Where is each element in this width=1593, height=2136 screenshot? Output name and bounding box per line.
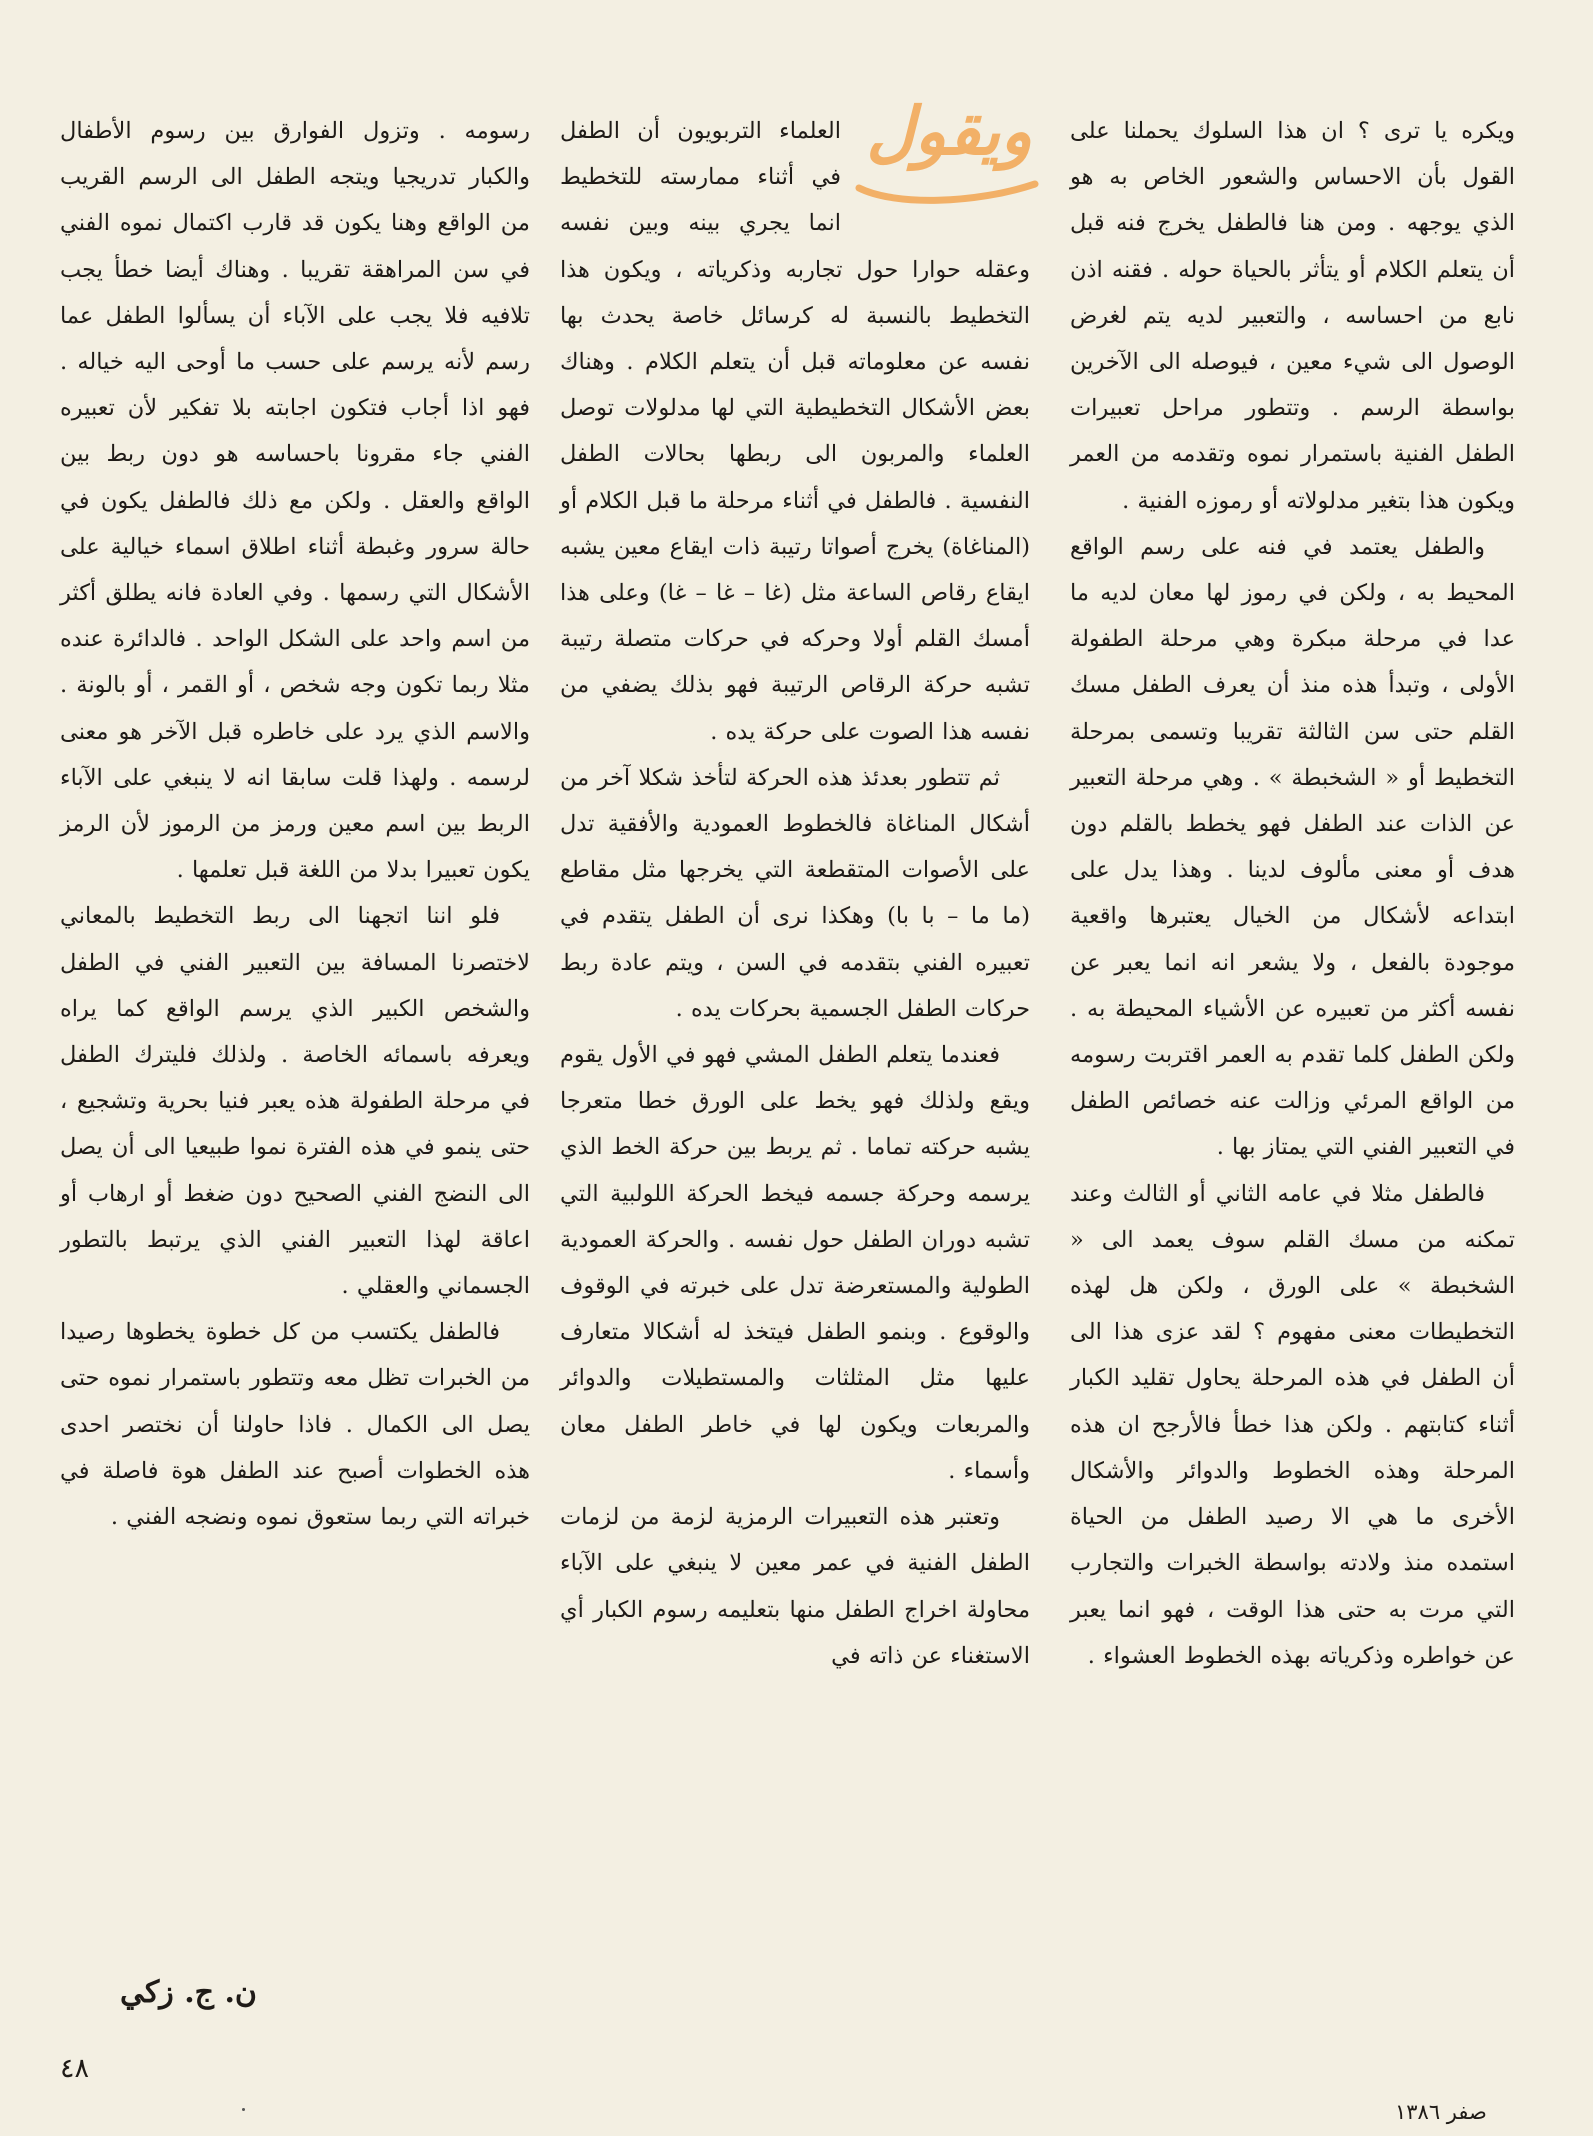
- paragraph: والطفل يعتمد في فنه على رسم الواقع المحيط به ، ولكن في رموز لها معان لديه ما عدا في مرحلة مبكرة وهي مرحلة الطفولة الأولى ، وتبدأ هذه منذ أن يعرف الطفل مسك القلم حتى سن الثالثة تقريبا وتسمى بمرحلة التخطيط أو « الشخبطة » . وهي مرحلة التعبير عن الذات عند الطفل فهو يخطط بالقلم دون هدف أو معنى مألوف لدينا . وهذا يدل على ابتداعه لأشكال من الخيال يعتبرها واقعية موجودة بالفعل ، ولا يشعر انه انما يعبر عن نفسه أكثر من تعبيره عن الأشياء المحيطة به . ولكن الطفل كلما تقدم به العمر اقتربت رسومه من الواقع المرئي وزالت عنه خصائص الطفل في التعبير الفني التي يمتاز بها .: [1070, 533, 1515, 1161]
- headline-graphic: [855, 94, 1040, 214]
- paragraph: فعندما يتعلم الطفل المشي فهو في الأول يقوم ويقع ولذلك فهو يخط على الورق خطا متعرجا يشبه حركته تماما . ثم يربط بين حركة الخط الذي يرسمه وحركة جسمه فيخط الحركة اللولبية التي تشبه دوران الطفل حول نفسه . والحركة العمودية الطولية والمستعرضة تدل على خبرته في الوقوف والوقوع . وبنمو الطفل فيتخذ له أشكالا متعارف عليها مثل المثلثات والمستطيلات والدوائر والمربعات ويكون لها في خاطر الطفل معان وأسماء .: [560, 1042, 1030, 1484]
- paragraph: فالطفل يكتسب من كل خطوة يخطوها رصيدا من الخبرات تظل معه وتتطور باستمرار نموه حتى يصل الى الكمال . فاذا حاولنا أن نختصر احدى هذه الخطوات أصبح عند الطفل هوة فاصلة في خبراته التي ربما ستعوق نموه ونضجه الفني .: [60, 1319, 530, 1531]
- issue-date: صفر ١٣٨٦: [1395, 2100, 1487, 2124]
- article-column-left: [60, 108, 530, 1540]
- article-column-middle: [560, 92, 1032, 1679]
- print-speck: [242, 2108, 245, 2111]
- headline: ويقول: [866, 92, 1032, 170]
- paragraph: العلماء التربويون أن الطفل في أثناء ممارسته للتخطيط انما يجري بينه وبين نفسه وعقله حوارا حول تجاربه وذكرياته ، ويكون هذا التخطيط بالنسبة له كرسائل خاصة يحدث بها نفسه عن معلوماته قبل أن يتعلم الكلام . وهناك بعض الأشكال التخطيطية التي لها مدلولات توصل العلماء والمربون الى ربطها بحالات الطفل النفسية . فالطفل في أثناء مرحلة ما قبل الكلام أو (المناغاة) يخرج أصواتا رتيبة ذات ايقاع معين يشبه ايقاع رقاص الساعة مثل (غا – غا – غا) وعلى هذا أمسك القلم أولا وحركه في حركات متصلة رتيبة تشبه حركة الرقاص الرتيبة فهو بذلك يضفي من نفسه هذا الصوت على حركة يده .: [560, 118, 1030, 745]
- paragraph: ثم تتطور بعدئذ هذه الحركة لتأخذ شكلا آخر من أشكال المناغاة فالخطوط العمودية والأفقية تدل على الأصوات المتقطعة التي يخرجها مثل مقاطع (ما ما – با با) وهكذا نرى أن الطفل يتقدم في تعبيره الفني بتقدمه في السن ، ويتم عادة ربط حركات الطفل الجسمية بحركات يده .: [560, 764, 1030, 1022]
- author-signature: ن. ج. زكي: [120, 1975, 257, 2010]
- paragraph: فالطفل مثلا في عامه الثاني أو الثالث وعند تمكنه من مسك القلم سوف يعمد الى « الشخبطة » على الورق ، ولكن هل لهذه التخطيطات معنى مفهوم ؟ لقد عزى هذا الى أن الطفل في هذه المرحلة يحاول تقليد الكبار أثناء كتابتهم . ولكن هذا خطأ فالأرجح ان هذه المرحلة وهذه الخطوط والدوائر والأشكال الأخرى ما هي الا رصيد الطفل من الحياة استمده منذ ولادته بواسطة الخبرات والتجارب التي مرت به حتى هذا الوقت ، فهو انما يعبر عن خواطره وذكرياته بهذه الخطوط العشواء .: [1070, 1180, 1515, 1669]
- paragraph: فلو اننا اتجهنا الى ربط التخطيط بالمعاني لاختصرنا المسافة بين التعبير الفني في الطفل والشخص الكبير الذي يرسم الواقع كما يراه ويعرفه باسمائه الخاصة . ولذلك فليترك الطفل في مرحلة الطفولة هذه يعبر فنيا بحرية وتشجيع ، حتى ينمو في هذه الفترة نموا طبيعيا الى أن يصل الى النضج الفني الصحيح دون ضغط أو ارهاب أو اعاقة لهذا التعبير الفني الذي يرتبط بالتطور الجسماني والعقلي .: [60, 903, 530, 1300]
- paragraph: رسومه . وتزول الفوارق بين رسوم الأطفال والكبار تدريجيا ويتجه الطفل الى الرسم القريب من الواقع وهنا يكون قد قارب اكتمال نموه الفني في سن المراهقة تقريبا . وهناك أيضا خطأ يجب تلافيه فلا يجب على الآباء أن يسألوا الطفل عما رسم لأنه يرسم على حسب ما أوحى اليه خياله . فهو اذا أجاب فتكون اجابته بلا تفكير لأن تعبيره الفني جاء مقرونا باحساسه هو دون ربط بين الواقع والعقل . ولكن مع ذلك فالطفل يكون في حالة سرور وغبطة أثناء اطلاق اسماء خيالية على الأشكال التي رسمها . وفي العادة فانه يطلق أكثر من اسم واحد على الشكل الواحد . فالدائرة عنده مثلا ربما تكون وجه شخص ، أو القمر ، أو بالونة . والاسم الذي يرد على خاطره قبل الآخر هو معنى لرسمه . ولهذا قلت سابقا انه لا ينبغي على الآباء الربط بين اسم معين ورمز من الرموز لأن الرمز يكون تعبيرا بدلا من اللغة قبل تعلمها .: [60, 118, 530, 884]
- paragraph: وتعتبر هذه التعبيرات الرمزية لزمة من لزمات الطفل الفنية في عمر معين لا ينبغي على الآباء محاولة اخراج الطفل منها بتعليمه رسوم الكبار أي الاستغناء عن ذاته في: [560, 1504, 1030, 1669]
- page-number: ٤٨: [60, 2053, 90, 2084]
- paragraph: ويكره يا ترى ؟ ان هذا السلوك يحملنا على القول بأن الاحساس والشعور الخاص به هو الذي يوجهه . ومن هنا فالطفل يخرج فنه قبل أن يتعلم الكلام أو يتأثر بالحياة حوله . فقنه اذن نابع من احساسه ، والتعبير لديه يتم لغرض الوصول الى شيء معين ، فيوصله الى الآخرين بواسطة الرسم . وتتطور مراحل تعبيرات الطفل الفنية باستمرار نموه وتقدمه من العمر ويكون هذا بتغير مدلولاته أو رموزه الفنية .: [1070, 118, 1515, 514]
- article-column-right: [1070, 108, 1515, 1679]
- headline-swash: [855, 180, 1040, 204]
